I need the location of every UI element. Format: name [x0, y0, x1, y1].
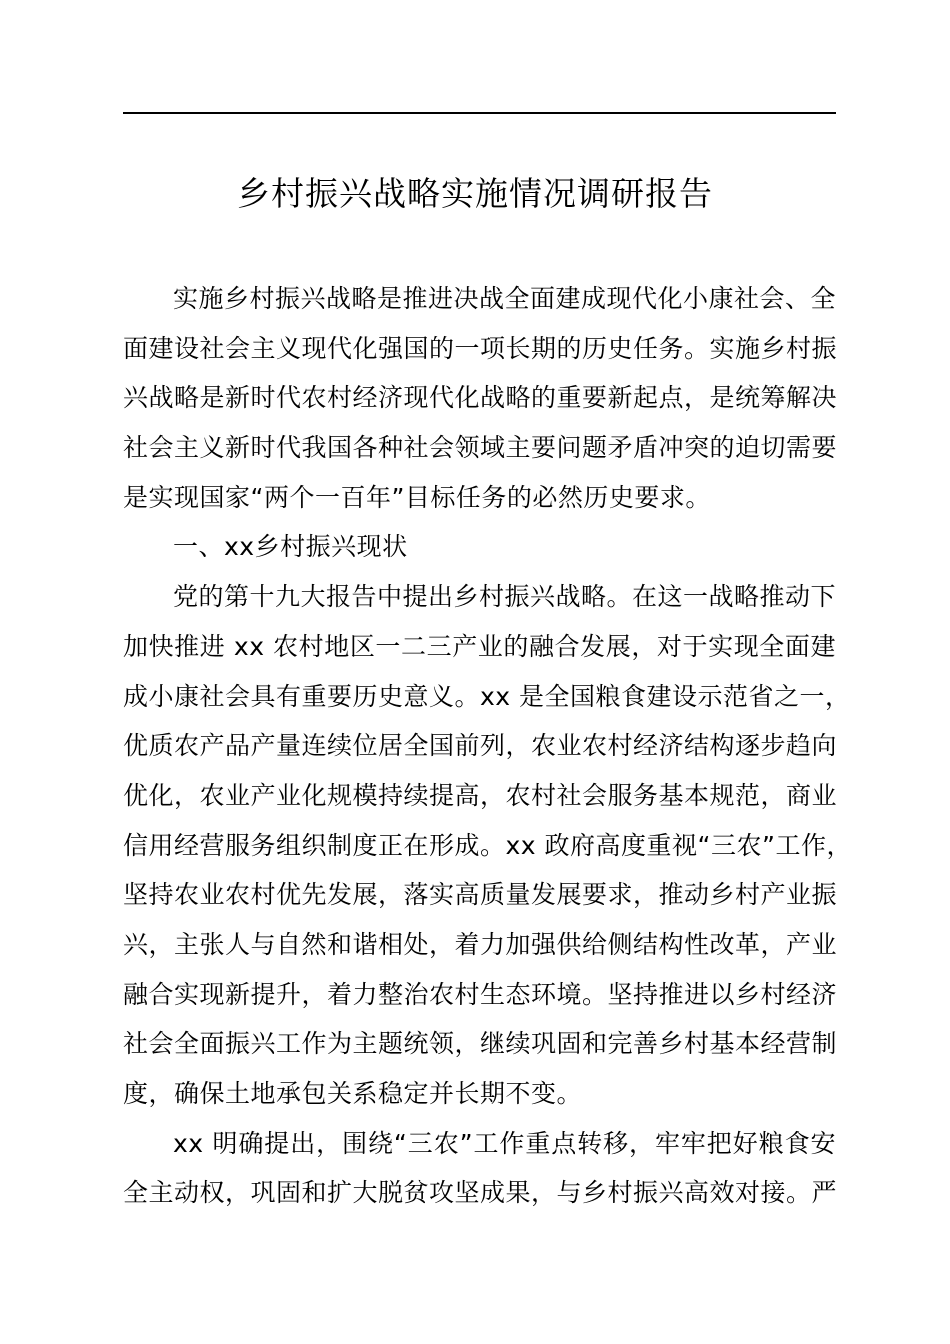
- section-heading: 一、xx乡村振兴现状: [173, 532, 408, 562]
- body-line: 融合实现新提升，着力整治农村生态环境。坚持推进以乡村经济: [123, 979, 838, 1009]
- header-rule: [123, 112, 836, 114]
- body-line: 全主动权，巩固和扩大脱贫攻坚成果，与乡村振兴高效对接。严: [123, 1178, 838, 1208]
- body-line: 兴，主张人与自然和谐相处，着力加强供给侧结构性改革，产业: [123, 929, 838, 959]
- body-line: 优质农产品产量连续位居全国前列，农业农村经济结构逐步趋向: [123, 731, 838, 761]
- body-line: 信用经营服务组织制度正在形成。xx 政府高度重视“三农”工作，: [123, 830, 852, 860]
- body-line: 度，确保土地承包关系稳定并长期不变。: [123, 1079, 583, 1108]
- document-title: 乡村振兴战略实施情况调研报告: [237, 174, 713, 213]
- body-line: 兴战略是新时代农村经济现代化战略的重要新起点，是统筹解决: [123, 383, 838, 413]
- body-line: 加快推进 xx 农村地区一二三产业的融合发展，对于实现全面建: [123, 631, 836, 661]
- body-line: 优化，农业产业化规模持续提高，农村社会服务基本规范，商业: [123, 780, 838, 810]
- body-line: xx 明确提出，围绕“三农”工作重点转移，牢牢把好粮食安: [173, 1128, 836, 1158]
- body-line: 党的第十九大报告中提出乡村振兴战略。在这一战略推动下: [173, 582, 837, 612]
- body-line: 是实现国家“两个一百年”目标任务的必然历史要求。: [123, 482, 711, 512]
- body-line: 社会主义新时代我国各种社会领域主要问题矛盾冲突的迫切需要: [123, 433, 838, 463]
- body-line: 实施乡村振兴战略是推进决战全面建成现代化小康社会、全: [173, 284, 837, 313]
- body-line: 社会全面振兴工作为主题统领，继续巩固和完善乡村基本经营制: [123, 1029, 838, 1059]
- body-line: 坚持农业农村优先发展，落实高质量发展要求，推动乡村产业振: [123, 880, 838, 910]
- body-line: 面建设社会主义现代化强国的一项长期的历史任务。实施乡村振: [123, 333, 838, 363]
- document-body: [123, 274, 852, 1218]
- body-line: 成小康社会具有重要历史意义。xx 是全国粮食建设示范省之一，: [123, 681, 851, 711]
